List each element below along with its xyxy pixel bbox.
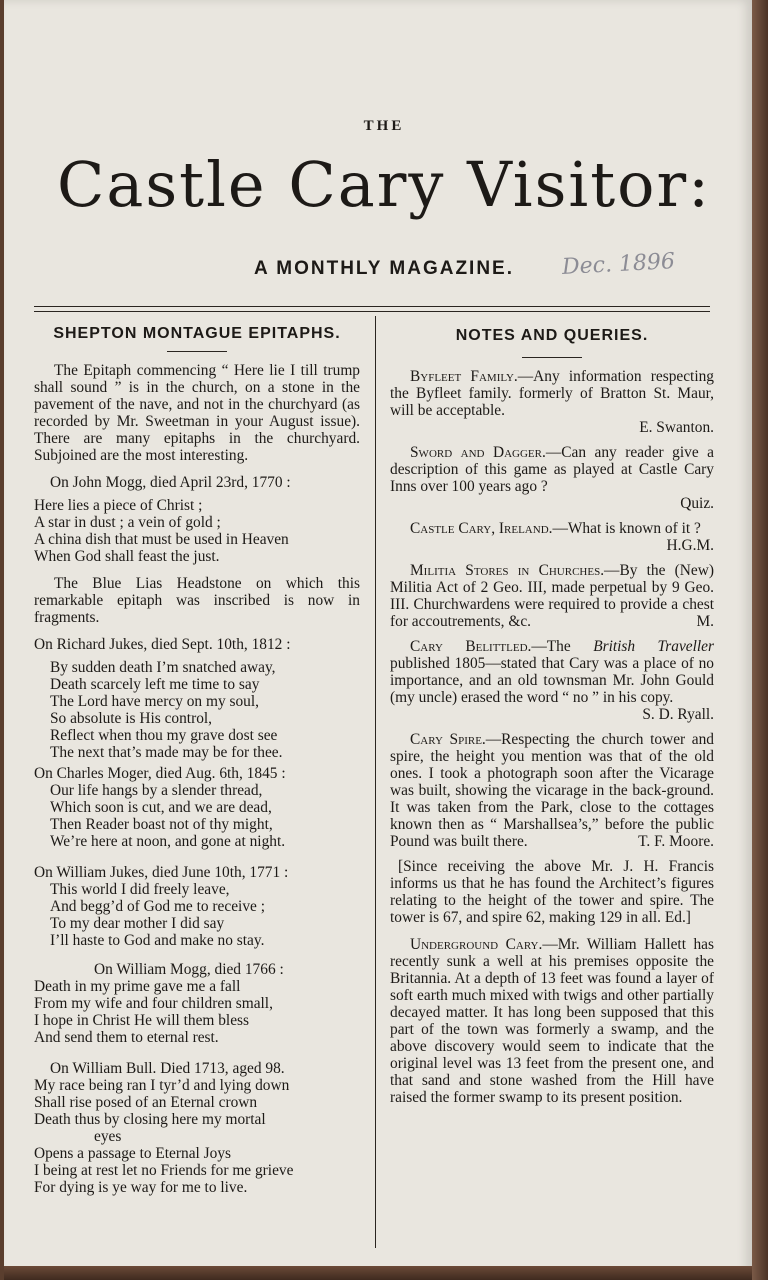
notes-heading: NOTES AND QUERIES.	[455, 327, 649, 344]
note-body: —Can any reader give a description of this game as played at Castle Cary Inns over 100 years ago ?	[390, 444, 714, 495]
note-body: —By the (New) Militia Act of 2 Geo. III, made perpetual by 9 Geo. III. Churchwardens were required to provide a chest for accoutrements, &c.	[390, 562, 714, 630]
note-heading: Cary Spire.	[410, 731, 486, 748]
heading-rule	[167, 351, 227, 352]
epitaph-line: I’ll haste to God and make no stay.	[50, 932, 265, 949]
note-heading: Byfleet Family.	[410, 368, 518, 385]
note-heading: Sword and Dagger.	[410, 444, 546, 461]
epitaph-line: Shall rise posed of an Eternal crown	[34, 1094, 258, 1111]
heading-rule	[522, 357, 582, 358]
note-belittled	[390, 638, 714, 706]
note-signature: S. D. Ryall.	[642, 706, 714, 723]
epitaph-title: On William Bull. Died 1713, aged 98.	[50, 1060, 285, 1077]
epitaph-line: To my dear mother I did say	[50, 915, 225, 932]
note-ireland	[390, 520, 714, 537]
note-body: —What is known of it ?	[552, 520, 701, 537]
masthead-kicker: THE	[363, 118, 405, 134]
note-signature: M.	[696, 613, 714, 630]
epitaph-line: We’re here at noon, and gone at night.	[50, 833, 286, 850]
epitaph-line: Our life hangs by a slender thread,	[50, 782, 263, 799]
epitaph-title: On William Jukes, died June 10th, 1771 :	[34, 864, 289, 881]
note-signature: E. Swanton.	[639, 419, 714, 436]
right-column	[390, 322, 714, 1116]
column-divider	[375, 316, 376, 1248]
headstone-note: The Blue Lias Headstone on which this remarkable epitaph was inscribed is now in fragments.	[34, 575, 360, 626]
epitaph-line: Which soon is cut, and we are dead,	[50, 799, 272, 816]
note-signature: Quiz.	[680, 495, 714, 512]
epitaph-line: For dying is ye way for me to live.	[34, 1179, 248, 1196]
epitaphs-intro: The Epitaph commencing “ Here lie I till trump shall sound ” is in the church, on a stone in the pavement of the nave, and not in the churchyard (as recorded by Mr. Sweetman in your August issue). There are many epitaphs in the churchyard. Subjoined are the most interesting.	[34, 362, 360, 464]
epitaph-title: On Charles Moger, died Aug. 6th, 1845 :	[34, 765, 286, 782]
note-signature: H.G.M.	[666, 537, 714, 554]
epitaph-line: And begg’d of God me to receive ;	[50, 898, 265, 915]
epitaph-line: Then Reader boast not of thy might,	[50, 816, 273, 833]
epitaph-line: Death scarcely left me time to say	[50, 676, 260, 693]
book-title: British Traveller	[593, 638, 714, 655]
note-body: —Mr. William Hallett has recently sunk a well at his premises opposite the Britannia. At a depth of 13 feet was found a layer of soft earth much mixed with twigs and other partially decayed matter. It has long been supposed that this part of the town was formerly a swamp, and the above discovery would seem to indicate that the original level was 13 feet from the present one, and that sand and stone washed from the Hill have raised the former swamp to its present position.	[390, 936, 714, 1106]
note-heading: Cary Belittled.	[410, 638, 532, 655]
epitaph-title: On Richard Jukes, died Sept. 10th, 1812 :	[34, 636, 291, 653]
epitaph-line: My race being ran I tyr’d and lying down	[34, 1077, 290, 1094]
epitaph-line: Opens a passage to Eternal Joys	[34, 1145, 232, 1162]
note-body: —The	[531, 638, 594, 655]
note-signature: T. F. Moore.	[638, 833, 714, 850]
header-rule	[34, 306, 710, 307]
left-column	[34, 322, 360, 1196]
epitaph-line: Death thus by closing here my mortal	[34, 1111, 266, 1128]
epitaph-title: On William Mogg, died 1766 :	[94, 961, 284, 978]
epitaph-title: On John Mogg, died April 23rd, 1770 :	[50, 474, 291, 491]
header-rule	[34, 311, 710, 312]
masthead-subtitle: A MONTHLY MAGAZINE.	[253, 258, 515, 279]
note-heading: Castle Cary, Ireland.	[410, 520, 553, 537]
epitaph-line: Reflect when thou my grave dost see	[50, 727, 278, 744]
epitaph-line: When God shall feast the just.	[34, 548, 220, 565]
epitaph-line: And send them to eternal rest.	[34, 1029, 219, 1046]
note-byfleet	[390, 368, 714, 419]
epitaph-line: So absolute is His control,	[50, 710, 213, 727]
epitaph-line: eyes	[94, 1128, 122, 1145]
handwritten-date: Dec. 1896	[561, 249, 676, 280]
note-heading: Underground Cary.	[410, 936, 543, 953]
note-heading: Militia Stores in Churches.	[410, 562, 605, 579]
masthead-title: Castle Cary Visitor:	[56, 148, 712, 221]
epitaph-line: Death in my prime gave me a fall	[34, 978, 241, 995]
epitaph-line: This world I did freely leave,	[50, 881, 230, 898]
editor-note: [Since receiving the above Mr. J. H. Francis informs us that he has found the Architect’s figures relating to the height of the tower and spire. The tower is 67, and spire 62, making 129 in all. Ed.]	[390, 858, 714, 926]
note-sword	[390, 444, 714, 495]
epitaph-line: From my wife and four children small,	[34, 995, 273, 1012]
epitaph-line: I being at rest let no Friends for me grieve	[34, 1162, 294, 1179]
epitaph-line: By sudden death I’m snatched away,	[50, 659, 276, 676]
epitaph-line: I hope in Christ He will them bless	[34, 1012, 250, 1029]
epitaph-line: The Lord have mercy on my soul,	[50, 693, 259, 710]
epitaph-line: A china dish that must be used in Heaven	[34, 531, 289, 548]
epitaph-line: A star in dust ; a vein of gold ;	[34, 514, 221, 531]
epitaph-line: The next that’s made may be for thee.	[50, 744, 283, 761]
note-body: —Respecting the church tower and spire, the height you mention was that of the old ones. I took a photograph soon after the Vicarage was built, showing the vicarage in the back-ground. It was taken from the Park, close to the cottages known then as “ Marshallsea’s,” before the public Pound was built there.	[390, 731, 714, 850]
page-edge-bottom	[4, 1266, 752, 1280]
epitaphs-heading: SHEPTON MONTAGUE EPITAPHS.	[53, 325, 341, 342]
note-body: —Any information respecting the Byfleet family. formerly of Bratton St. Maur, will be acceptable.	[390, 368, 714, 419]
note-body: published 1805—stated that Cary was a place of no importance, and an old townsman Mr. John Gould (my uncle) erased the word “ no ” in his copy.	[390, 655, 714, 706]
note-underground	[390, 936, 714, 1106]
epitaph-line: Here lies a piece of Christ ;	[34, 497, 203, 514]
